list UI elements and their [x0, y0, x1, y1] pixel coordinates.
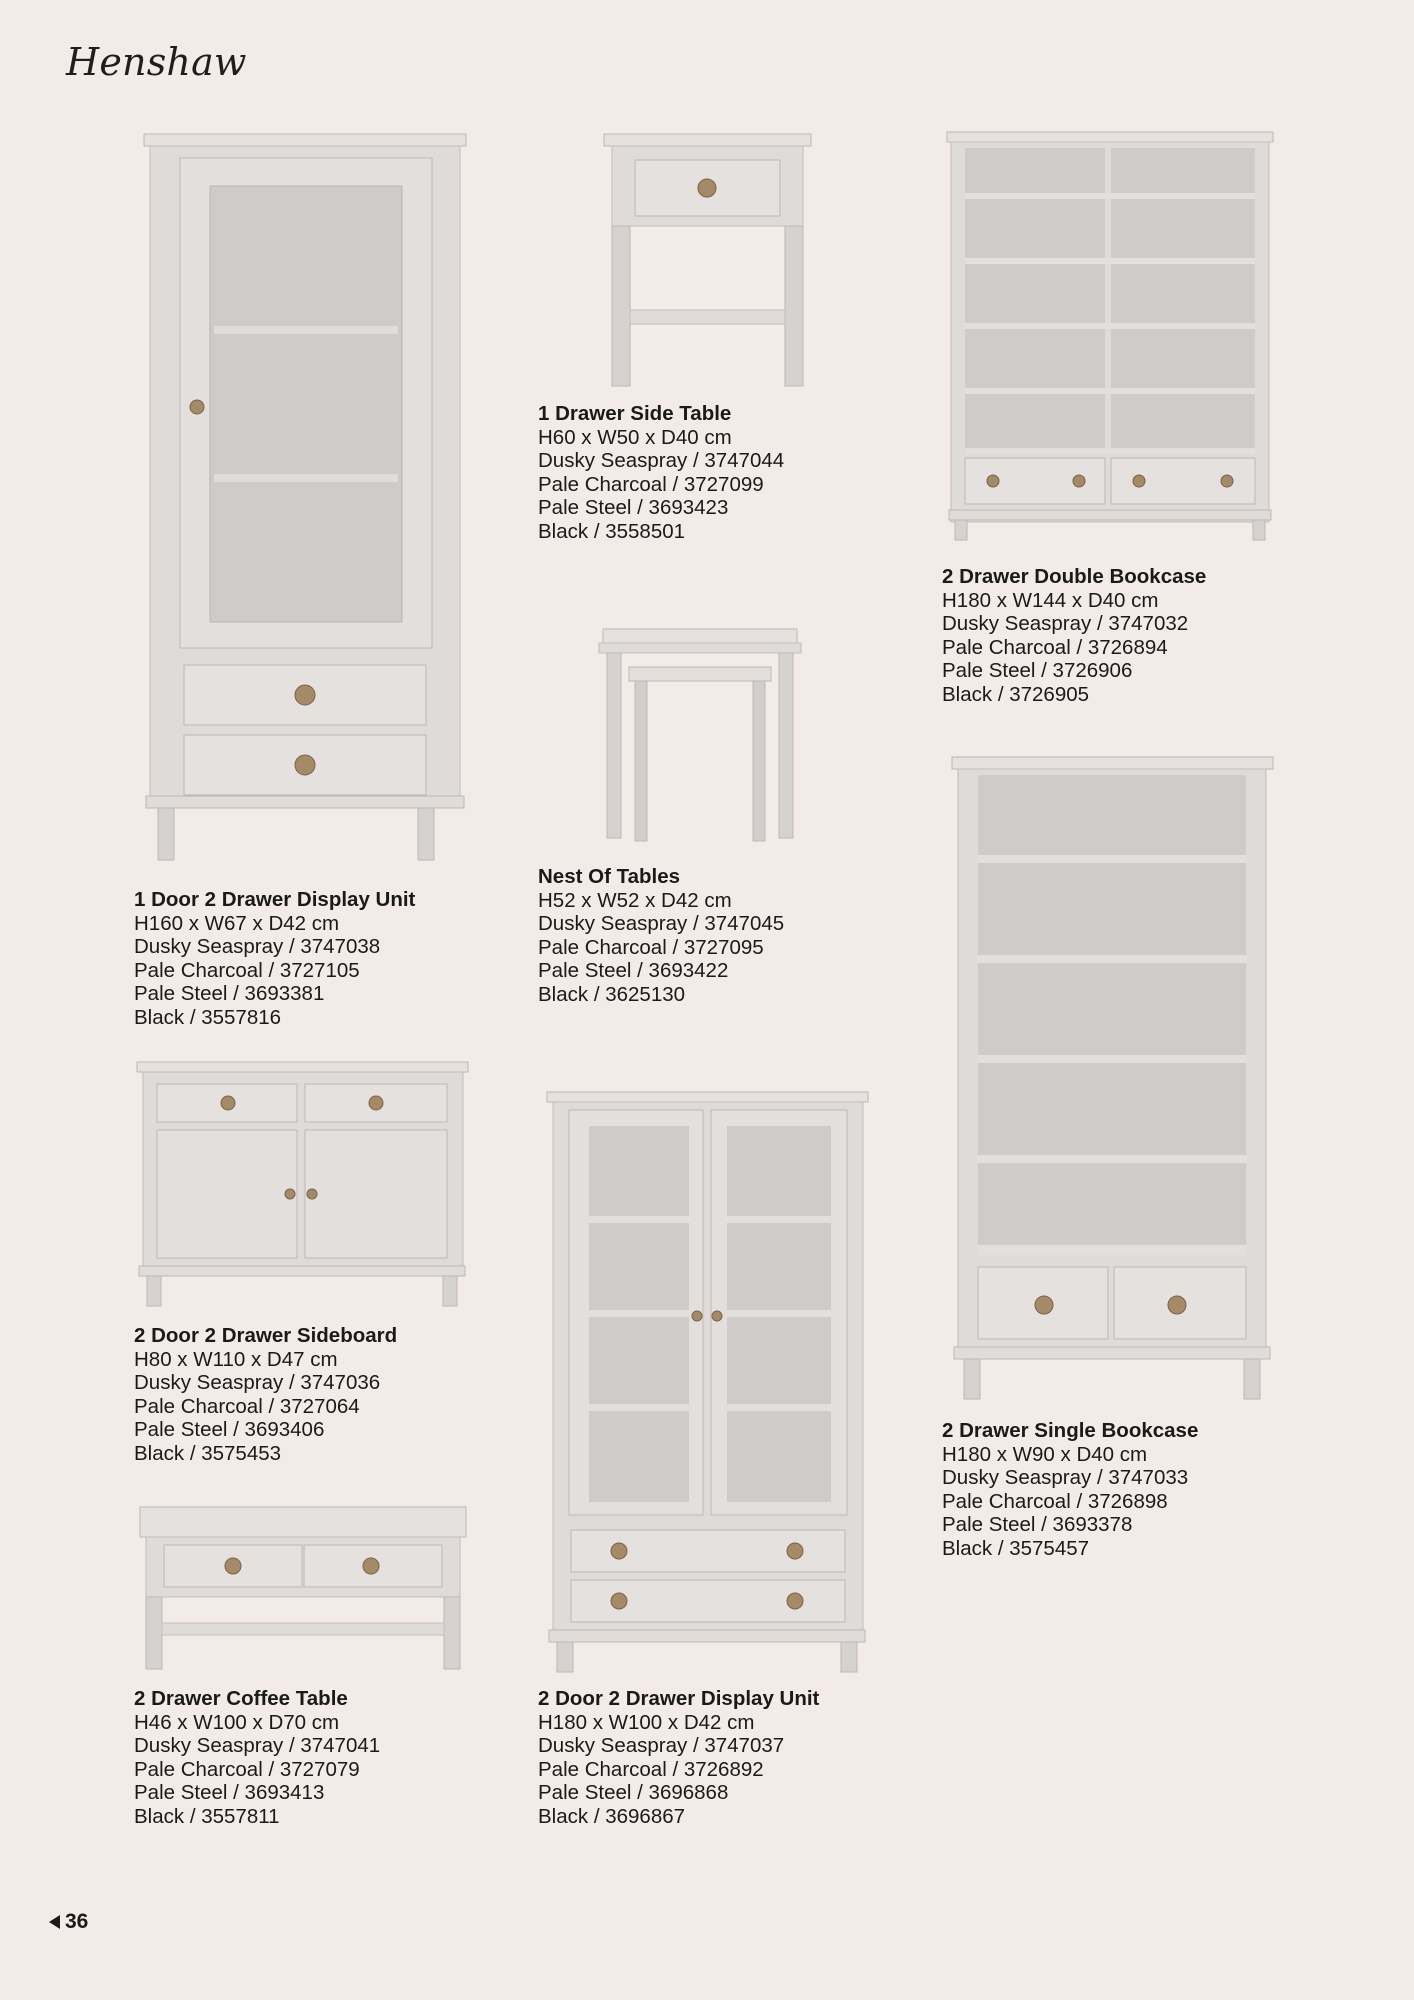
product-dimensions: H52 x W52 x D42 cm — [538, 888, 732, 912]
product-name: 2 Drawer Coffee Table — [134, 1687, 348, 1710]
product-finish: Dusky Seaspray / 3747044 — [538, 449, 785, 473]
product-finish: Pale Charcoal / 3726898 — [942, 1489, 1168, 1513]
caption-display-unit-2-door — [538, 1687, 819, 1829]
caption-sideboard — [134, 1324, 397, 1466]
product-finish: Dusky Seaspray / 3747036 — [134, 1371, 381, 1395]
caption-single-bookcase — [942, 1419, 1198, 1561]
product-finish: Pale Steel / 3693406 — [134, 1418, 325, 1442]
single-bookcase-image — [950, 755, 1275, 1405]
product-finish: Dusky Seaspray / 3747037 — [538, 1734, 785, 1758]
product-finish: Pale Charcoal / 3727064 — [134, 1394, 360, 1418]
product-dimensions: H180 x W100 x D42 cm — [538, 1710, 755, 1734]
product-finish: Pale Charcoal / 3727099 — [538, 472, 764, 496]
product-name: 2 Door 2 Drawer Display Unit — [538, 1687, 820, 1710]
product-dimensions: H60 x W50 x D40 cm — [538, 425, 732, 449]
product-finish: Pale Steel / 3693413 — [134, 1781, 325, 1805]
product-finish: Pale Charcoal / 3727079 — [134, 1757, 360, 1781]
product-finish: Dusky Seaspray / 3747045 — [538, 912, 785, 936]
product-finish: Pale Charcoal / 3727105 — [134, 958, 360, 982]
double-bookcase-image — [945, 130, 1275, 545]
product-finish: Dusky Seaspray / 3747041 — [134, 1734, 381, 1758]
product-finish: Pale Steel / 3693378 — [942, 1513, 1133, 1537]
product-dimensions: H180 x W90 x D40 cm — [942, 1442, 1148, 1466]
product-name: 2 Drawer Double Bookcase — [942, 565, 1207, 588]
product-name: 1 Drawer Side Table — [538, 402, 732, 425]
product-finish: Black / 3625130 — [538, 982, 686, 1006]
product-finish: Pale Steel / 3693423 — [538, 496, 729, 520]
sideboard-image — [135, 1060, 470, 1310]
product-finish: Pale Steel / 3693381 — [134, 982, 325, 1006]
caption-double-bookcase — [942, 565, 1206, 707]
previous-page-arrow-icon — [48, 1914, 61, 1930]
product-finish: Black / 3696867 — [538, 1804, 686, 1828]
product-finish: Dusky Seaspray / 3747038 — [134, 935, 381, 959]
page-title: Henshaw — [66, 40, 247, 84]
display-unit-2-door-image — [545, 1090, 870, 1675]
product-finish: Black / 3557811 — [134, 1804, 280, 1828]
side-table-image — [600, 130, 815, 395]
product-finish: Dusky Seaspray / 3747032 — [942, 612, 1189, 636]
product-name: Nest Of Tables — [538, 865, 681, 888]
display-unit-1-door-image — [140, 130, 470, 870]
product-name: 1 Door 2 Drawer Display Unit — [134, 888, 416, 911]
product-finish: Dusky Seaspray / 3747033 — [942, 1466, 1189, 1490]
product-finish: Pale Steel / 3726906 — [942, 659, 1133, 683]
caption-display-unit-1-door — [134, 888, 415, 1030]
caption-coffee-table — [134, 1687, 380, 1829]
product-dimensions: H180 x W144 x D40 cm — [942, 588, 1159, 612]
product-finish: Pale Steel / 3696868 — [538, 1781, 729, 1805]
product-finish: Black / 3575457 — [942, 1536, 1090, 1560]
product-finish: Black / 3575453 — [134, 1441, 282, 1465]
page-number — [48, 1910, 88, 1934]
product-finish: Pale Steel / 3693422 — [538, 959, 729, 983]
product-finish: Black / 3558501 — [538, 519, 686, 543]
product-finish: Pale Charcoal / 3727095 — [538, 935, 764, 959]
product-finish: Pale Charcoal / 3726894 — [942, 635, 1168, 659]
product-dimensions: H46 x W100 x D70 cm — [134, 1710, 340, 1734]
page-number-text: 36 — [65, 1910, 89, 1933]
product-name: 2 Door 2 Drawer Sideboard — [134, 1324, 398, 1347]
product-finish: Pale Charcoal / 3726892 — [538, 1757, 764, 1781]
product-name: 2 Drawer Single Bookcase — [942, 1419, 1199, 1442]
product-finish: Black / 3557816 — [134, 1005, 282, 1029]
product-dimensions: H80 x W110 x D47 cm — [134, 1347, 338, 1371]
coffee-table-image — [138, 1505, 468, 1675]
product-dimensions: H160 x W67 x D42 cm — [134, 911, 340, 935]
product-finish: Black / 3726905 — [942, 682, 1090, 706]
nest-of-tables-image — [595, 625, 805, 850]
caption-nest-of-tables — [538, 865, 784, 1007]
caption-side-table — [538, 402, 784, 544]
